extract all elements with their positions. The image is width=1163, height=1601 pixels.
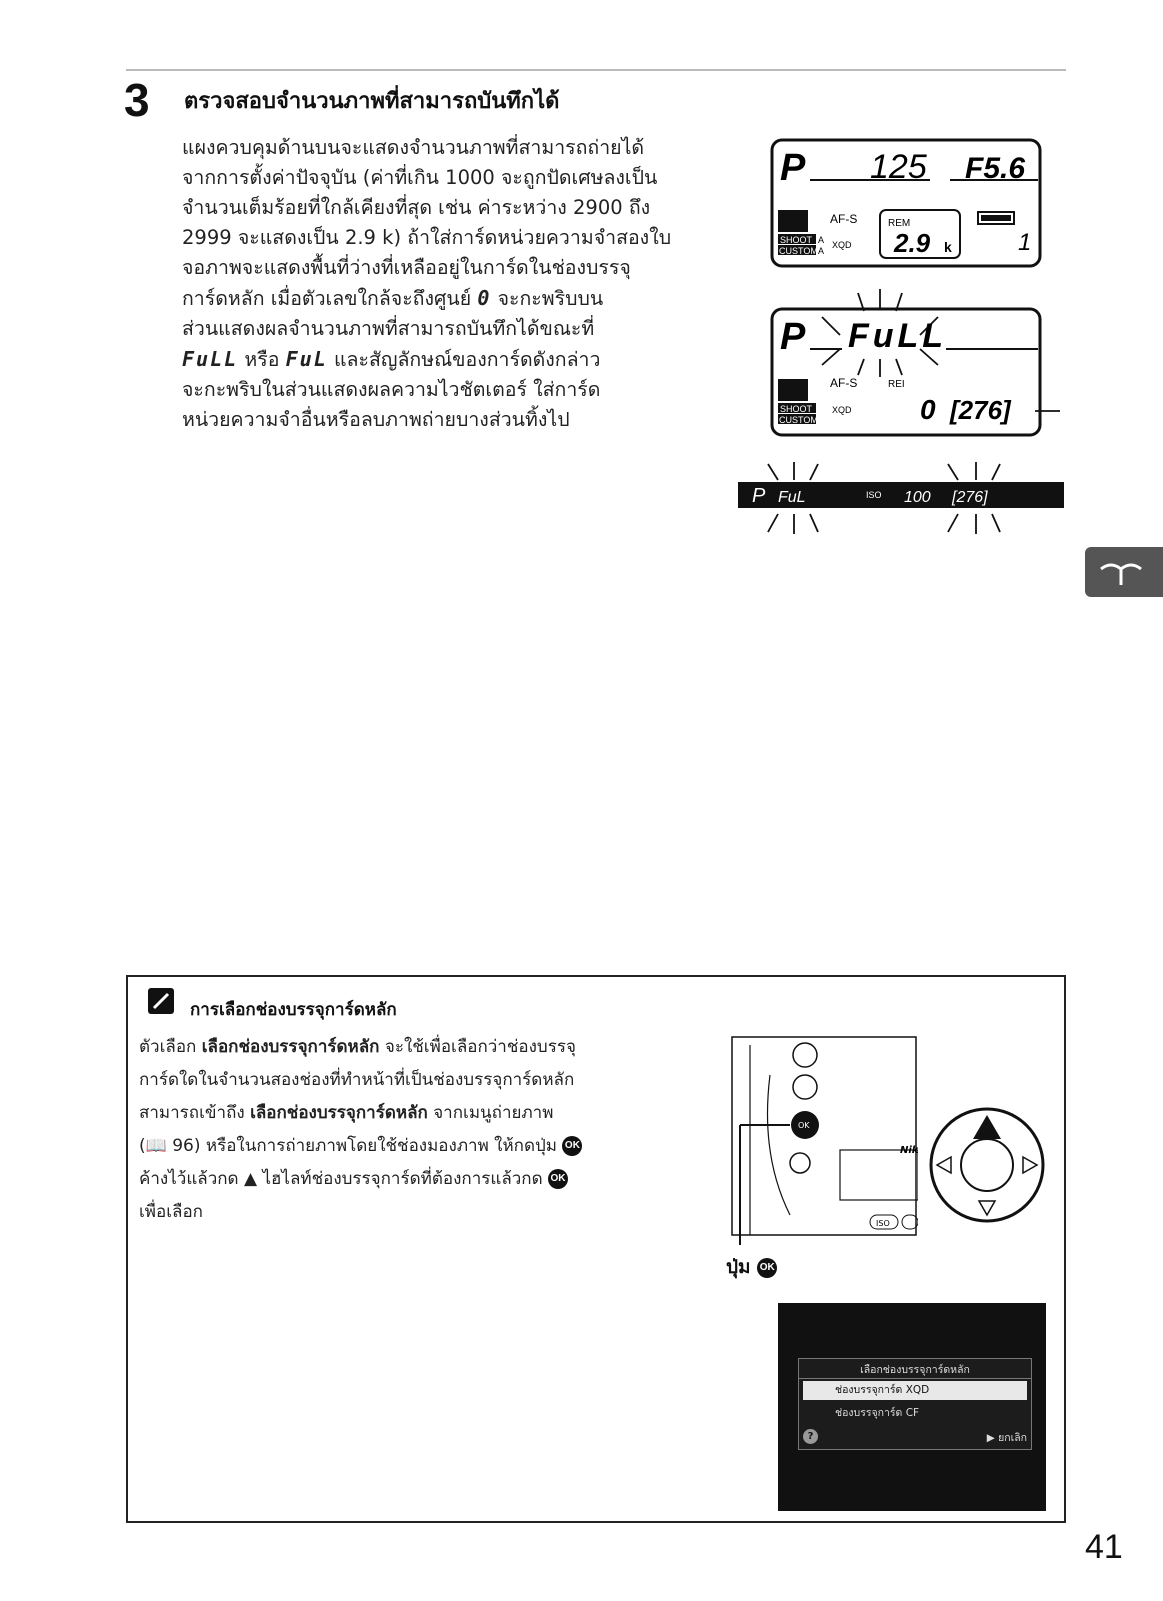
body-line: จะกะพริบในส่วนแสดงผลความไวชัตเตอร์ ใส่การ์ด <box>182 378 601 401</box>
svg-text:ISO: ISO <box>876 1219 890 1228</box>
ok-button-label <box>726 1252 777 1282</box>
note-line: การ์ดใดในจำนวนสองช่องที่ทำหน้าที่เป็นช่องบรรจุการ์ดหลัก <box>139 1070 575 1090</box>
menu-divider <box>799 1378 1031 1379</box>
metering-icon <box>778 210 808 232</box>
body-line: 2999 จะแสดงเป็น 2.9 k) ถ้าใส่การ์ดหน่วยความจำสองใบ <box>182 226 672 249</box>
help-icon[interactable]: ? <box>803 1429 818 1444</box>
note-line <box>139 1031 679 1064</box>
lcd-top-svg <box>770 138 1042 268</box>
note-line <box>139 1097 679 1130</box>
ok-label-text: ปุ่ม <box>726 1256 751 1278</box>
note-line <box>139 1163 679 1196</box>
body-line: แผงควบคุมด้านบนจะแสดงจำนวนภาพที่สามารถถ่ายได้ <box>182 136 645 159</box>
body-line-text: หรือ <box>244 348 280 371</box>
lcd-shutter: 125 <box>870 148 927 186</box>
body-line: จอภาพจะแสดงพื้นที่ว่างที่เหลืออยู่ในการ์ดในช่องบรรจุ <box>182 256 631 279</box>
lcd-af-mode: AF-S <box>830 212 858 226</box>
note-bold: เลือกช่องบรรจุการ์ดหลัก <box>201 1037 380 1057</box>
lcd-full-card: XQD <box>832 405 852 415</box>
viewfinder-svg <box>738 462 1064 542</box>
ok-button-icon: OK <box>562 1136 582 1156</box>
note-body <box>139 1031 679 1229</box>
note-text: ตัวเลือก <box>139 1037 202 1057</box>
body-line-text: จะกะพริบบน <box>497 287 604 310</box>
lcd-shoot: SHOOT <box>780 235 813 245</box>
cancel-label: ยกเลิก <box>998 1432 1027 1444</box>
svg-text:OK: OK <box>798 1121 810 1130</box>
step-title: ตรวจสอบจำนวนภาพที่สามารถบันทึกได้ <box>184 89 560 114</box>
lcd-full-text: FuLL <box>848 317 948 355</box>
note-text: ค้างไว้แล้วกด <box>139 1169 239 1189</box>
note-line: เพื่อเลือก <box>139 1202 203 1222</box>
lcd-card: XQD <box>832 240 852 250</box>
up-arrow-icon <box>973 1115 1001 1139</box>
body-line: หน่วยความจำอื่นหรือลบภาพถ่ายบางส่วนทิ้งไป <box>182 408 570 431</box>
vf-iso-label: ISO <box>866 490 882 500</box>
note-text: 96) หรือในการถ่ายภาพโดยใช้ช่องมองภาพ ให้กดปุ่ม <box>166 1136 558 1156</box>
body-line: จำนวนเต็มร้อยที่ใกล้เคียงที่สุด เช่น ค่าระหว่าง 2900 ถึง <box>182 196 651 219</box>
menu-item-cf[interactable]: ช่องบรรจุการ์ด CF <box>835 1407 920 1419</box>
playback-icon: ▶ <box>986 1432 995 1444</box>
menu-title: เลือกช่องบรรจุการ์ดหลัก <box>860 1364 970 1376</box>
lcd-custom: CUSTOM <box>779 246 818 256</box>
section-tab[interactable] <box>1085 547 1163 597</box>
lcd-full-svg <box>770 287 1062 455</box>
note-bold: เลือกช่องบรรจุการ์ดหลัก <box>250 1103 428 1123</box>
lcd-full-mode: P <box>780 316 806 358</box>
zero-symbol: 0 <box>477 286 492 310</box>
body-line-text: การ์ดหลัก เมื่อตัวเลขใกล้จะถึงศูนย์ <box>182 287 472 310</box>
ful-symbol: FuL <box>285 347 328 371</box>
body-line: ส่วนแสดงผลจำนวนภาพที่สามารถบันทึกได้ขณะที่ <box>182 317 595 340</box>
page-number: 41 <box>1085 1528 1123 1566</box>
body-line <box>182 283 722 314</box>
camera-back-illustration <box>730 1035 918 1245</box>
ok-button-icon: OK <box>548 1169 568 1189</box>
lcd-remaining: 2.9 <box>894 228 931 258</box>
top-rule <box>126 69 1066 71</box>
note-text: ไฮไลท์ช่องบรรจุการ์ดที่ต้องการแล้วกด <box>262 1169 543 1189</box>
menu-screen <box>778 1303 1046 1511</box>
lcd-top-panel <box>770 138 1042 268</box>
viewfinder-display <box>738 462 1064 542</box>
vf-buffer: [276] <box>952 489 988 506</box>
up-triangle-icon: ▲ <box>243 1169 258 1189</box>
vf-ful: FuL <box>778 489 806 506</box>
multi-selector[interactable] <box>927 1105 1047 1225</box>
note-text: จะใช้เพื่อเลือกว่าช่องบรรจุ <box>379 1037 576 1057</box>
book-ref-icon: 📖 <box>145 1136 167 1156</box>
body-line-text: และสัญลักษณ์ของการ์ดดังกล่าว <box>333 348 601 371</box>
note-text: จากเมนูถ่ายภาพ <box>427 1103 554 1123</box>
note-text: สามารถเข้าถึง <box>139 1103 251 1123</box>
lcd-full-zero: 0 <box>920 394 936 425</box>
menu-item-xqd[interactable]: ช่องบรรจุการ์ด XQD <box>803 1381 1027 1400</box>
lcd-aperture: F5.6 <box>965 152 1026 185</box>
note-text: ( <box>139 1136 146 1156</box>
lcd-full-af: AF-S <box>830 376 858 390</box>
plant-tab-icon <box>1085 547 1163 597</box>
camera-brand: Nik <box>900 1145 918 1156</box>
lcd-full-buffer: [276] <box>950 395 1011 425</box>
lcd-mode: P <box>780 147 806 189</box>
note-pencil-icon <box>148 988 174 1014</box>
vf-iso-value: 100 <box>904 489 931 506</box>
ok-button-icon: OK <box>757 1258 777 1278</box>
lcd-full-panel <box>770 287 1062 455</box>
lcd-rem-label: REM <box>888 218 911 229</box>
menu-panel <box>798 1358 1032 1450</box>
full-symbol: FuLL <box>182 347 239 371</box>
lcd-frame-count: 1 <box>1018 229 1032 256</box>
lcd-full-shoot: SHOOT <box>780 404 813 414</box>
lcd-bank-2: A <box>818 246 825 256</box>
lcd-full-custom: CUSTOM <box>779 415 818 425</box>
note-line <box>139 1130 679 1163</box>
cancel-button[interactable] <box>987 1429 1027 1446</box>
vf-mode: P <box>752 485 766 507</box>
lcd-remaining-unit: k <box>944 239 952 255</box>
body-line: จากการตั้งค่าปัจจุบัน (ค่าที่เกิน 1000 จะถูกปัดเศษลงเป็น <box>182 166 658 189</box>
lcd-bank: A <box>818 235 825 245</box>
step-number: 3 <box>124 74 150 126</box>
body-line <box>182 344 722 375</box>
step-body <box>182 133 722 435</box>
note-title: การเลือกช่องบรรจุการ์ดหลัก <box>190 1000 397 1020</box>
lcd-full-rem: REI <box>888 379 905 390</box>
